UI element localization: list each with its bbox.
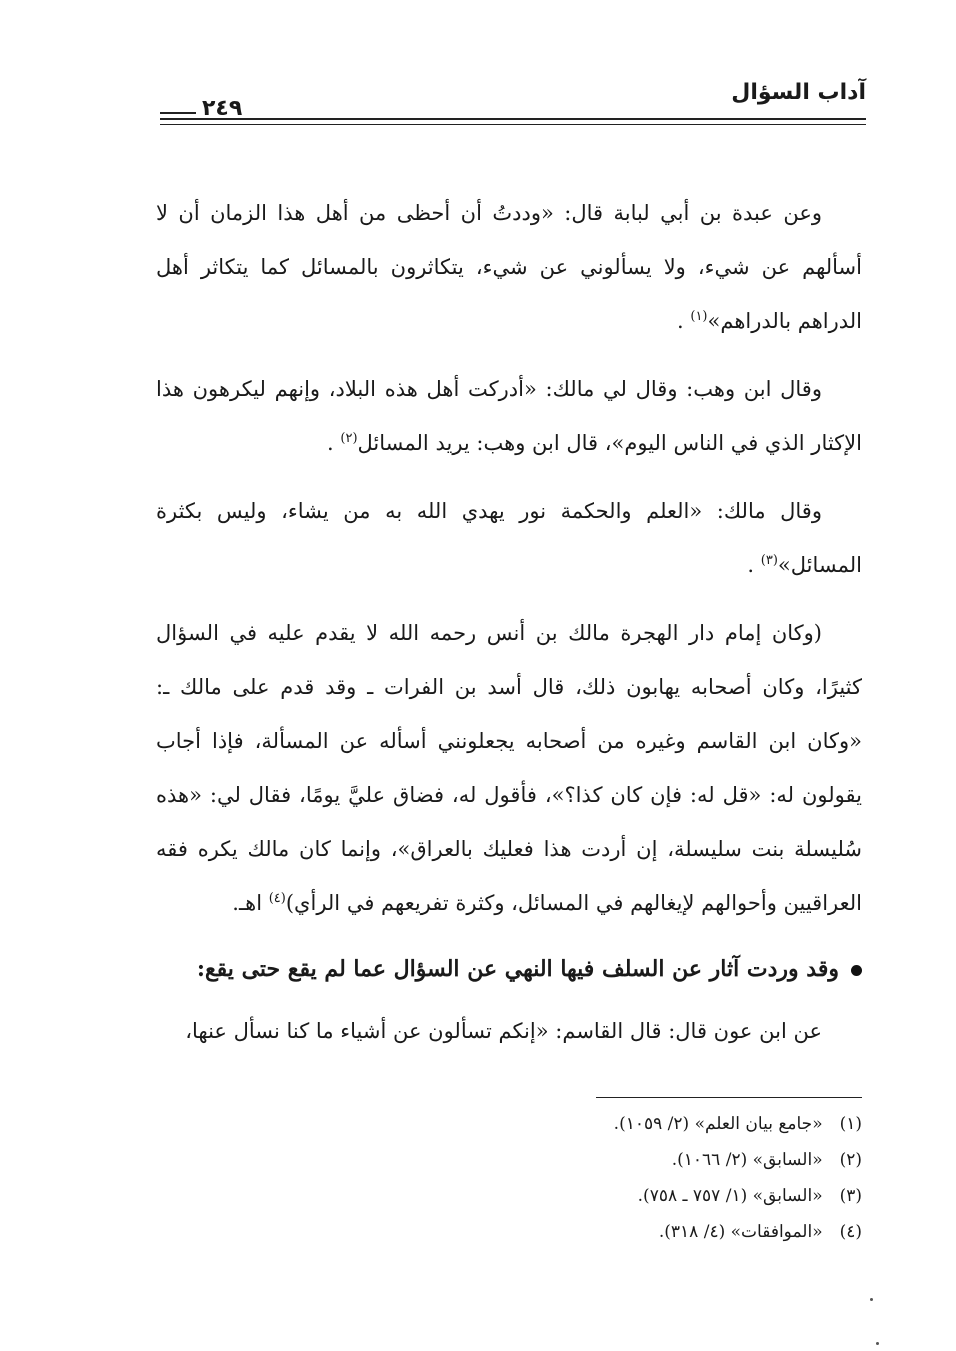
footnote-number: (٣) — [839, 1186, 862, 1206]
paragraph-text: وقال ابن وهب: وقال لي مالك: «أدركت أهل هذه البلاد، وإنهم ليكرهون هذا الإكثار الذي في الناس اليوم»، قال ابن وهب: يريد المسائل — [156, 377, 862, 455]
paragraph-text: وقال مالك: «العلم والحكمة نور يهدي الله به من يشاء، وليس بكثرة المسائل» — [156, 499, 862, 577]
bullet-text: وقد وردت آثار عن السلف فيها النهي عن السؤال عما لم يقع حتى يقع: — [196, 956, 839, 982]
footnote-ref: (٣) — [760, 553, 778, 568]
paragraph-4 — [156, 606, 862, 930]
footnote-2 — [342, 1142, 862, 1178]
footnote-1 — [342, 1106, 862, 1142]
paragraph-text: (وكان إمام دار الهجرة مالك بن أنس رحمه الله لا يقدم عليه في السؤال كثيرًا، وكان أصحابه يهابون ذلك، قال أسد بن الفرات ـ وقد قدم على مالك ـ: «وكان ابن القاسم وغيره من أصحابه يجعلونني أسأله عن المسألة، فإذا أجاب يقولون له: «قل له: فإن كان كذا؟»، فأقول له، فضاق عليَّ يومًا، فقال لي: «هذه سُليسلة بنت سليسلة، إن أردت هذا فعليك بالعراق»، وإنما كان مالك يكره فقه العراقيين وأحوالهم لإيغالهم في المسائل، وكثرة تفريعهم في الرأي) — [156, 621, 862, 915]
paragraph-1 — [156, 186, 862, 348]
footnote-number: (٢) — [839, 1150, 862, 1170]
paragraph-text: عن ابن عون قال: قال القاسم: «إنكم تسألون عن أشياء ما كنا نسأل عنها، — [185, 1019, 822, 1043]
paragraph-tail: . — [677, 309, 691, 333]
footnote-3 — [342, 1178, 862, 1214]
footnote-number: (١) — [839, 1114, 862, 1134]
paragraph-tail: . — [327, 431, 341, 455]
paragraph-3 — [156, 484, 862, 592]
running-title: آداب السؤال — [731, 80, 866, 105]
footnotes — [342, 1106, 862, 1250]
footnote-ref: (٤) — [268, 891, 286, 906]
paragraph-tail: . — [747, 553, 761, 577]
paragraph-2 — [156, 362, 862, 470]
footnote-separator — [596, 1097, 862, 1098]
footnote-text: «السابق» (٢/ ١٠٦٦). — [671, 1150, 823, 1170]
footnote-text: «السابق» (١/ ٧٥٧ ـ ٧٥٨). — [637, 1186, 823, 1206]
footnote-text: «الموافقات» (٤/ ٣١٨). — [658, 1222, 823, 1242]
footnote-ref: (٢) — [340, 431, 358, 446]
paragraph-text: وعن عبدة بن أبي لبابة قال: «وددتُ أن أحظى من أهل هذا الزمان أن لا أسألهم عن شيء، ولا يسألوني عن شيء، يتكاثرون بالمسائل كما يتكاثر أهل الدراهم بالدراهم» — [156, 201, 862, 333]
main-text — [156, 186, 862, 1072]
paragraph-tail: اهـ. — [232, 891, 269, 915]
scan-speck — [870, 1298, 873, 1301]
footnote-text: «جامع بيان العلم» (٢/ ١٠٥٩). — [613, 1114, 823, 1134]
header-rule-bottom — [160, 124, 866, 125]
header-stub-rule — [160, 112, 196, 114]
bullet-dot-icon — [851, 965, 862, 976]
header-rule-top — [160, 118, 866, 120]
footnote-ref: (١) — [690, 309, 708, 324]
scan-speck — [876, 1342, 879, 1345]
footnote-4 — [342, 1214, 862, 1250]
footnote-number: (٤) — [839, 1222, 862, 1242]
page-number: ٢٤٩ — [198, 96, 246, 121]
bullet-heading — [156, 942, 862, 996]
paragraph-5 — [156, 1004, 862, 1058]
